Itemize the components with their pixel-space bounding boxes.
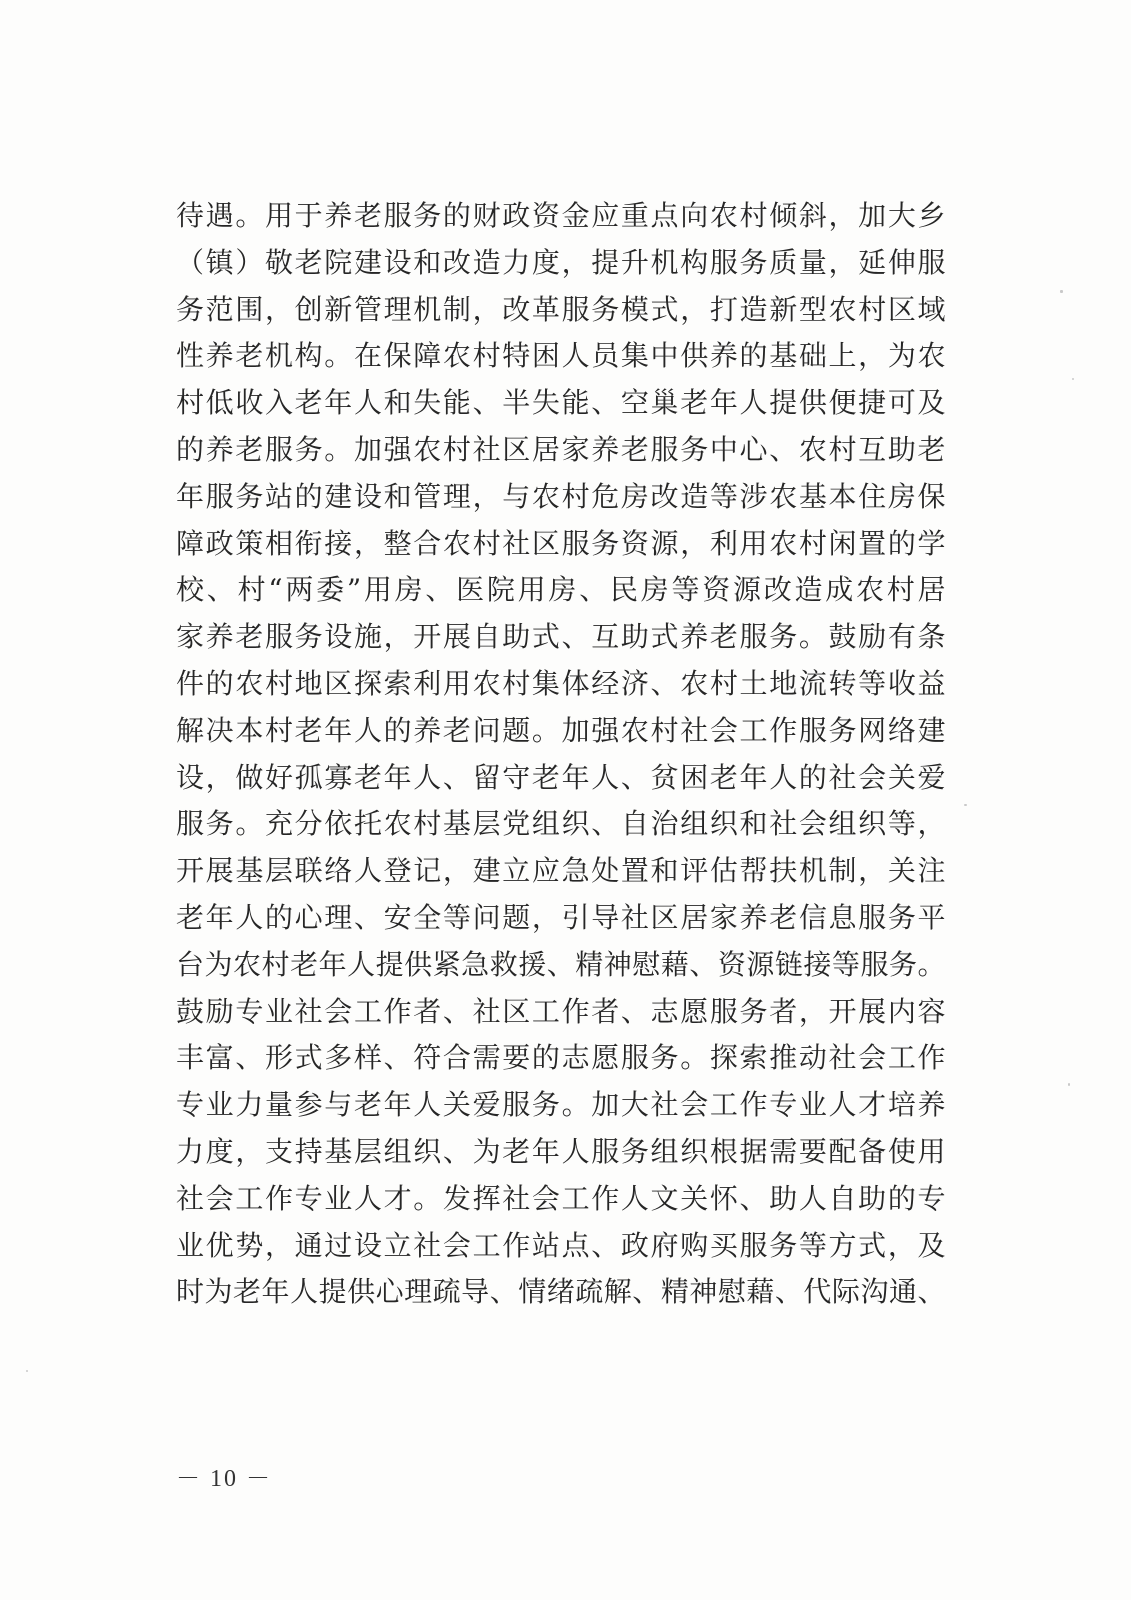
text-line-11: 件的农村地区探索利用农村集体经济、农村土地流转等收益 — [176, 666, 946, 700]
text-line-10: 家养老服务设施，开展自助式、互助式养老服务。鼓励有条 — [176, 620, 946, 654]
text-line-16: 老年人的心理、安全等问题，引导社区居家养老信息服务平 — [176, 900, 946, 934]
text-line-21: 力度，支持基层组织、为老年人服务组织根据需要配备使用 — [176, 1134, 946, 1168]
text-line-23: 业优势，通过设立社会工作站点、政府购买服务等方式，及 — [176, 1228, 946, 1262]
text-line-9: 校、村“两委”用房、医院用房、民房等资源改造成农村居 — [176, 573, 946, 607]
text-line-1: 待遇。用于养老服务的财政资金应重点向农村倾斜，加大乡 — [176, 199, 946, 232]
text-line-2: （镇）敬老院建设和改造力度，提升机构服务质量，延伸服 — [176, 245, 946, 279]
text-line-18: 鼓励专业社会工作者、社区工作者、志愿服务者，开展内容 — [176, 994, 946, 1028]
text-line-20: 专业力量参与老年人关爱服务。加大社会工作专业人才培养 — [176, 1088, 946, 1122]
text-line-12: 解决本村老年人的养老问题。加强农村社会工作服务网络建 — [176, 713, 946, 747]
text-line-19: 丰富、形式多样、符合需要的志愿服务。探索推动社会工作 — [176, 1041, 946, 1075]
scan-speck — [1068, 1083, 1070, 1086]
text-line-5: 村低收入老年人和失能、半失能、空巢老年人提供便捷可及 — [176, 386, 946, 420]
scan-speck — [1060, 290, 1063, 293]
text-line-4: 性养老机构。在保障农村特困人员集中供养的基础上，为农 — [176, 339, 946, 373]
page-number: － 10 － — [176, 1466, 272, 1492]
scan-speck — [1072, 378, 1074, 380]
text-line-14: 服务。充分依托农村基层党组织、自治组织和社会组织等， — [176, 807, 946, 841]
text-line-22: 社会工作专业人才。发挥社会工作人文关怀、助人自助的专 — [176, 1181, 946, 1215]
text-line-3: 务范围，创新管理机制，改革服务模式，打造新型农村区域 — [176, 292, 946, 326]
text-line-15: 开展基层联络人登记，建立应急处置和评估帮扶机制，关注 — [176, 854, 946, 888]
scan-speck — [26, 1370, 28, 1372]
text-line-8: 障政策相衔接，整合农村社区服务资源，利用农村闲置的学 — [176, 526, 946, 560]
text-line-7: 年服务站的建设和管理，与农村危房改造等涉农基本住房保 — [176, 479, 946, 513]
scan-speck — [964, 804, 967, 806]
text-line-24: 时为老年人提供心理疏导、情绪疏解、精神慰藉、代际沟通、 — [176, 1275, 946, 1309]
text-line-17: 台为农村老年人提供紧急救援、精神慰藉、资源链接等服务。 — [176, 947, 946, 981]
text-line-13: 设，做好孤寡老年人、留守老年人、贫困老年人的社会关爱 — [176, 760, 946, 794]
body-text — [176, 193, 946, 1316]
text-line-6: 的养老服务。加强农村社区居家养老服务中心、农村互助老 — [176, 432, 946, 466]
